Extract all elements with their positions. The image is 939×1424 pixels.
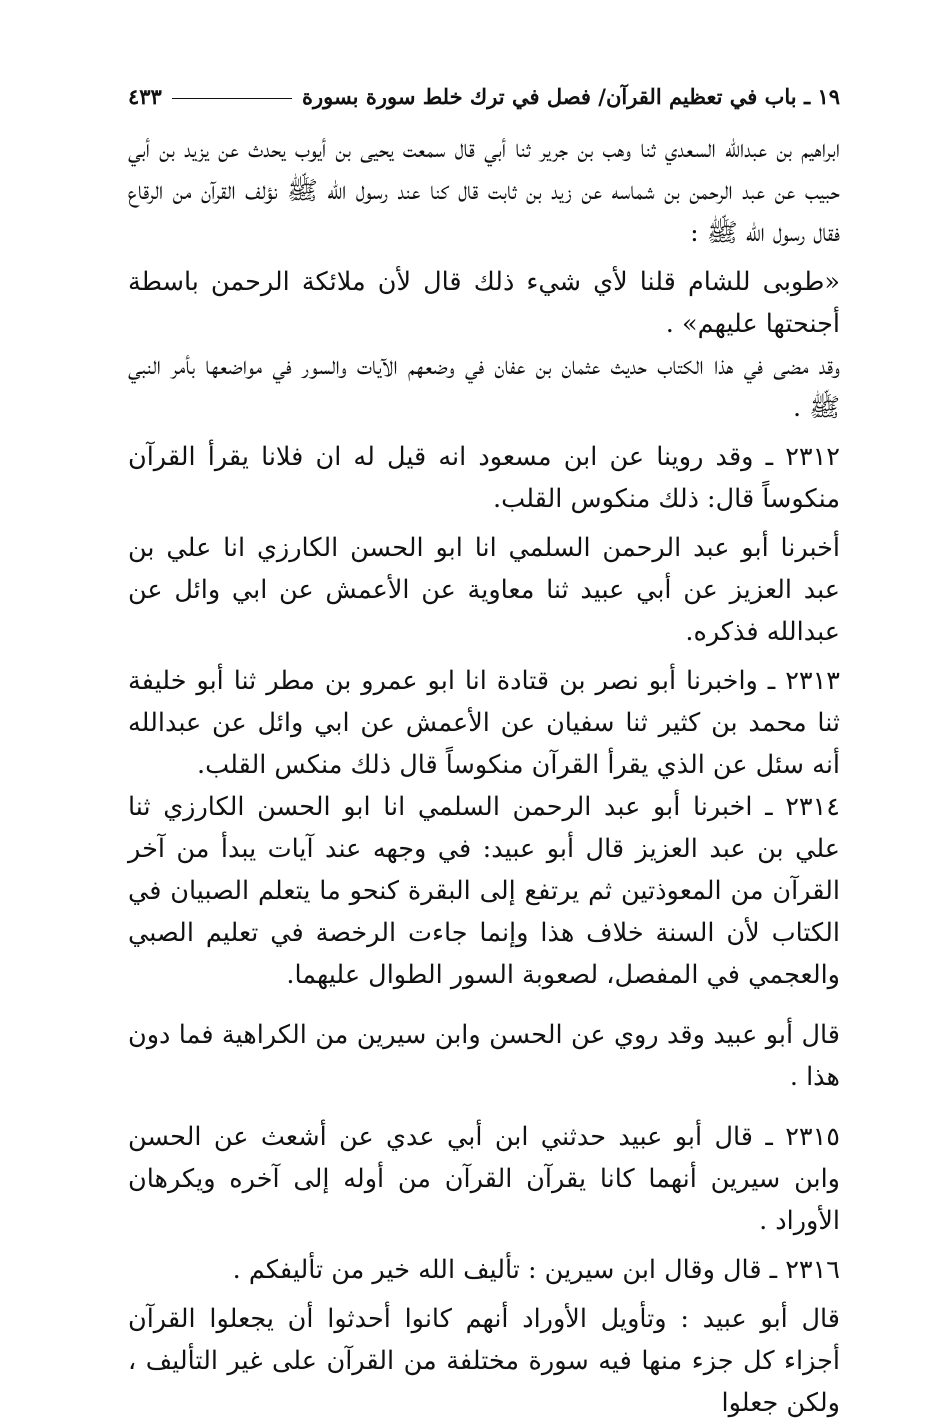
book-page <box>128 78 840 1424</box>
running-header <box>128 78 840 114</box>
paragraph-quote: «طوبى للشام قلنا لأي شيء ذلك قال لأن ملائكة الرحمن باسطة أجنحتها عليهم» . <box>128 267 840 339</box>
page-number: ٤٣٣ <box>128 83 162 109</box>
paragraph: أخبرنا أبو عبد الرحمن السلمي انا ابو الحسن الكارزي انا علي بن عبد العزيز عن أبي عبيد ثنا معاوية عن الأعمش عن ابي وائل عن عبدالله فذكره. <box>128 533 840 647</box>
paragraph: ابراهيم بن عبدالله السعدي ثنا وهب بن جرير ثنا أبي قال سمعت يحيى بن أيوب يحدث عن يزيد بن أبي حبيب عن عبد الرحمن بن شماسه عن زيد بن ثابت قال كنا عند رسول الله ﷺ نؤلف القرآن من الرقاع فقال رسول الله ﷺ : <box>128 134 840 248</box>
hadith-2314: ٢٣١٤ ـ اخبرنا أبو عبد الرحمن السلمي انا ابو الحسن الكارزي ثنا علي بن عبد العزيز قال أبو عبيد: في وجهه عند آيات يبدأ من آخر القرآن من المعوذتين ثم يرتفع إلى البقرة كنحو ما يتعلم الصبيان في الكتاب لأن السنة خلاف هذا وإنما جاءت الرخصة في تعليم الصبي والعجمي في المفصل، لصعوبة السور الطوال عليهما. <box>128 792 840 990</box>
paragraph: وقد مضى في هذا الكتاب حديث عثمان بن عفان في وضعهم الآيات والسور في مواضعها بأمر النبي ﷺ . <box>128 351 840 423</box>
paragraph: قال أبو عبيد وقد روي عن الحسن وابن سيرين من الكراهية فما دون هذا . <box>128 1020 840 1092</box>
page-body <box>128 128 840 1424</box>
hadith-2316: ٢٣١٦ ـ قال وقال ابن سيرين : تأليف الله خير من تأليفكم . <box>232 1255 840 1285</box>
hadith-2315: ٢٣١٥ ـ قال أبو عبيد حدثني ابن أبي عدي عن أشعث عن الحسن وابن سيرين أنهما كانا يقرآن القرآن من أوله إلى آخره ويكرهان الأوراد . <box>128 1122 840 1236</box>
hadith-2313: ٢٣١٣ ـ واخبرنا أبو نصر بن قتادة انا ابو عمرو بن مطر ثنا أبو خليفة ثنا محمد بن كثير ثنا سفيان عن الأعمش عن ابي وائل عن عبدالله أنه سئل عن الذي يقرأ القرآن منكوساً قال ذلك منكس القلب. <box>128 666 840 780</box>
header-title: ١٩ ـ باب في تعظيم القرآن/ فصل في ترك خلط سورة بسورة <box>301 83 840 109</box>
header-rule <box>172 98 292 99</box>
hadith-2312: ٢٣١٢ ـ وقد روينا عن ابن مسعود انه قيل له ان فلانا يقرأ القرآن منكوساً قال: ذلك منكوس القلب. <box>128 442 840 514</box>
paragraph: قال أبو عبيد : وتأويل الأوراد أنهم كانوا أحدثوا أن يجعلوا القرآن أجزاء كل جزء منها فيه سورة مختلفة من القرآن على غير التأليف ، ولكن جعلوا <box>128 1304 840 1418</box>
